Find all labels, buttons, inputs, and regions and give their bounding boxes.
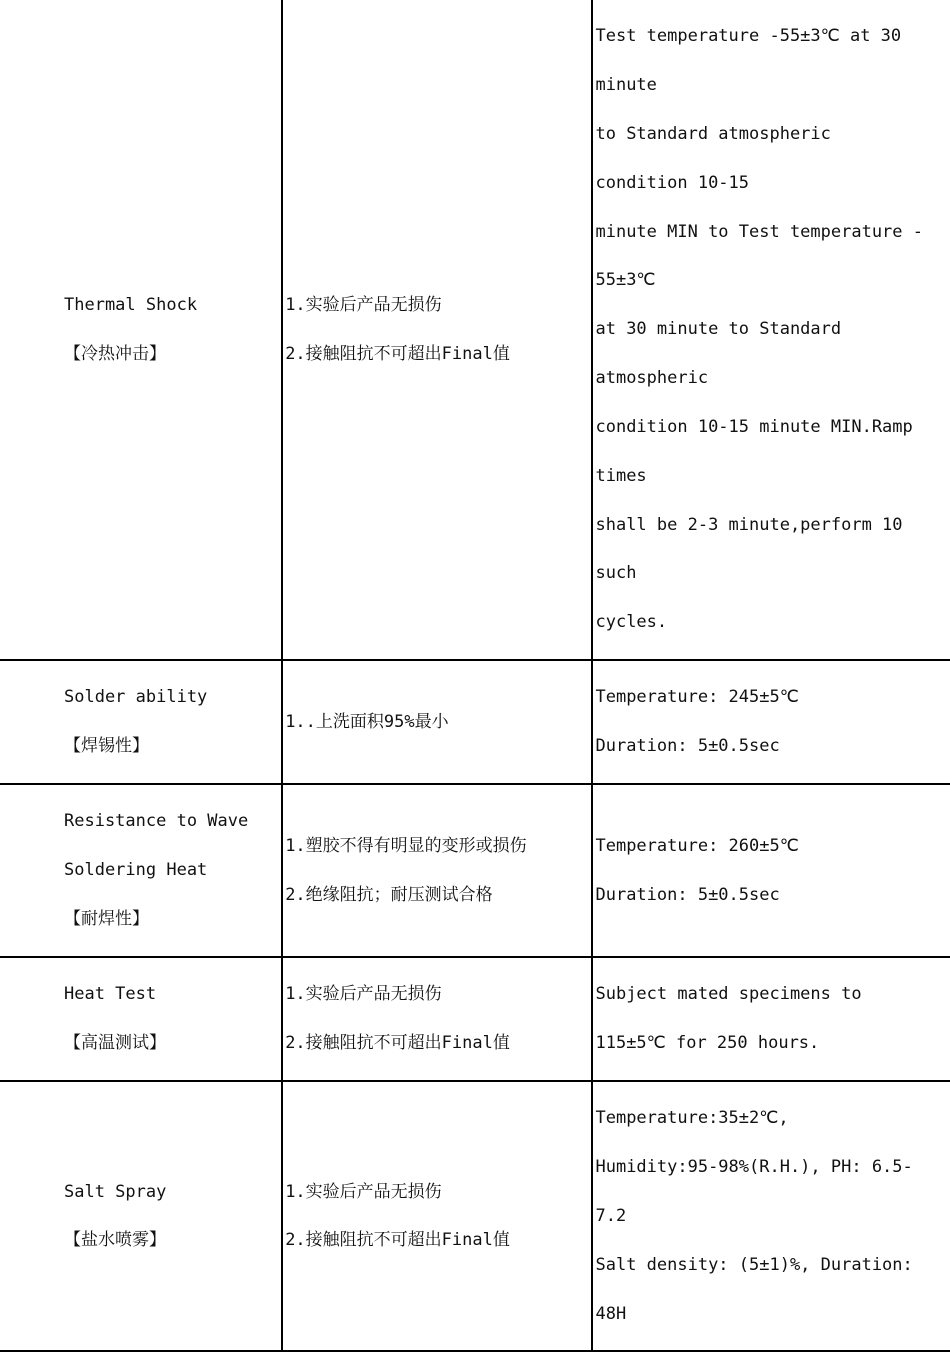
test-item-name: Resistance to Wave: [64, 811, 249, 832]
requirement-cell: [282, 957, 592, 1081]
condition-line: Temperature: 245±5℃: [595, 687, 799, 708]
table-row: [0, 957, 950, 1081]
condition-line: 48H: [595, 1303, 627, 1324]
table-row: [0, 784, 950, 957]
test-item-name: Salt Spray: [64, 1181, 167, 1202]
test-item-name: Solder ability: [64, 687, 208, 708]
condition-line: 115±5℃ for 250 hours.: [595, 1033, 820, 1054]
test-item-name-cn: 【耐焊性】: [64, 909, 149, 930]
requirement-line: 2.绝缘阻抗；耐压测试合格: [285, 884, 493, 905]
condition-line: Temperature: 260±5℃: [595, 835, 799, 856]
condition-line: condition 10-15 minute MIN.Ramp: [595, 416, 913, 437]
requirement-line: 1.实验后产品无损伤: [285, 984, 442, 1005]
table-row: [0, 1081, 950, 1351]
test-item-name: Thermal Shock: [64, 294, 198, 315]
requirement-cell: [282, 1081, 592, 1351]
condition-line: Duration: 5±0.5sec: [595, 736, 780, 757]
test-item-cell: [0, 957, 282, 1081]
condition-line: 7.2: [595, 1205, 627, 1226]
condition-cell: [592, 660, 950, 784]
condition-cell: [592, 0, 950, 660]
condition-line: shall be 2-3 minute,perform 10: [595, 514, 903, 535]
requirement-line: 1..上洗面积95%最小: [285, 711, 449, 732]
test-item-cell: [0, 1081, 282, 1351]
requirement-line: 1.实验后产品无损伤: [285, 294, 442, 315]
condition-cell: [592, 1081, 950, 1351]
test-item-name-cn: 【焊锡性】: [64, 736, 149, 757]
requirement-line: 2.接触阻抗不可超出Final值: [285, 1033, 510, 1054]
condition-line: minute MIN to Test temperature -: [595, 221, 923, 242]
condition-line: Temperature:35±2℃,: [595, 1108, 789, 1129]
condition-line: cycles.: [595, 612, 668, 633]
test-item-name: Heat Test: [64, 984, 157, 1005]
requirement-line: 1.塑胶不得有明显的变形或损伤: [285, 835, 527, 856]
requirement-cell: [282, 784, 592, 957]
condition-line: Test temperature -55±3℃ at 30: [595, 26, 902, 47]
condition-line: condition 10-15: [595, 172, 750, 193]
requirement-cell: [282, 660, 592, 784]
condition-line: atmospheric: [595, 368, 709, 389]
requirement-line: 2.接触阻抗不可超出Final值: [285, 343, 510, 364]
condition-line: such: [595, 563, 637, 584]
requirement-line: 2.接触阻抗不可超出Final值: [285, 1230, 510, 1251]
table-row: [0, 660, 950, 784]
test-item-name-cn: 【盐水喷雾】: [64, 1230, 166, 1251]
test-item-name-cn: 【冷热冲击】: [64, 343, 166, 364]
condition-cell: [592, 784, 950, 957]
requirement-cell: [282, 0, 592, 660]
condition-line: 55±3℃: [595, 270, 656, 291]
condition-line: at 30 minute to Standard: [595, 319, 842, 340]
condition-line: Duration: 5±0.5sec: [595, 884, 780, 905]
test-item-cell: [0, 784, 282, 957]
condition-line: minute: [595, 75, 657, 96]
condition-line: Subject mated specimens to: [595, 984, 862, 1005]
condition-line: Humidity:95-98%(R.H.), PH: 6.5-: [595, 1157, 913, 1178]
requirement-line: 1.实验后产品无损伤: [285, 1181, 442, 1202]
table-row: [0, 0, 950, 660]
test-item-cell: [0, 0, 282, 660]
condition-cell: [592, 957, 950, 1081]
test-item-name-cn: 【高温测试】: [64, 1033, 166, 1054]
test-item-name: Soldering Heat: [64, 860, 208, 881]
condition-line: times: [595, 465, 647, 486]
condition-line: to Standard atmospheric: [595, 124, 831, 145]
test-item-cell: [0, 660, 282, 784]
condition-line: Salt density: (5±1)%, Duration:: [595, 1254, 913, 1275]
